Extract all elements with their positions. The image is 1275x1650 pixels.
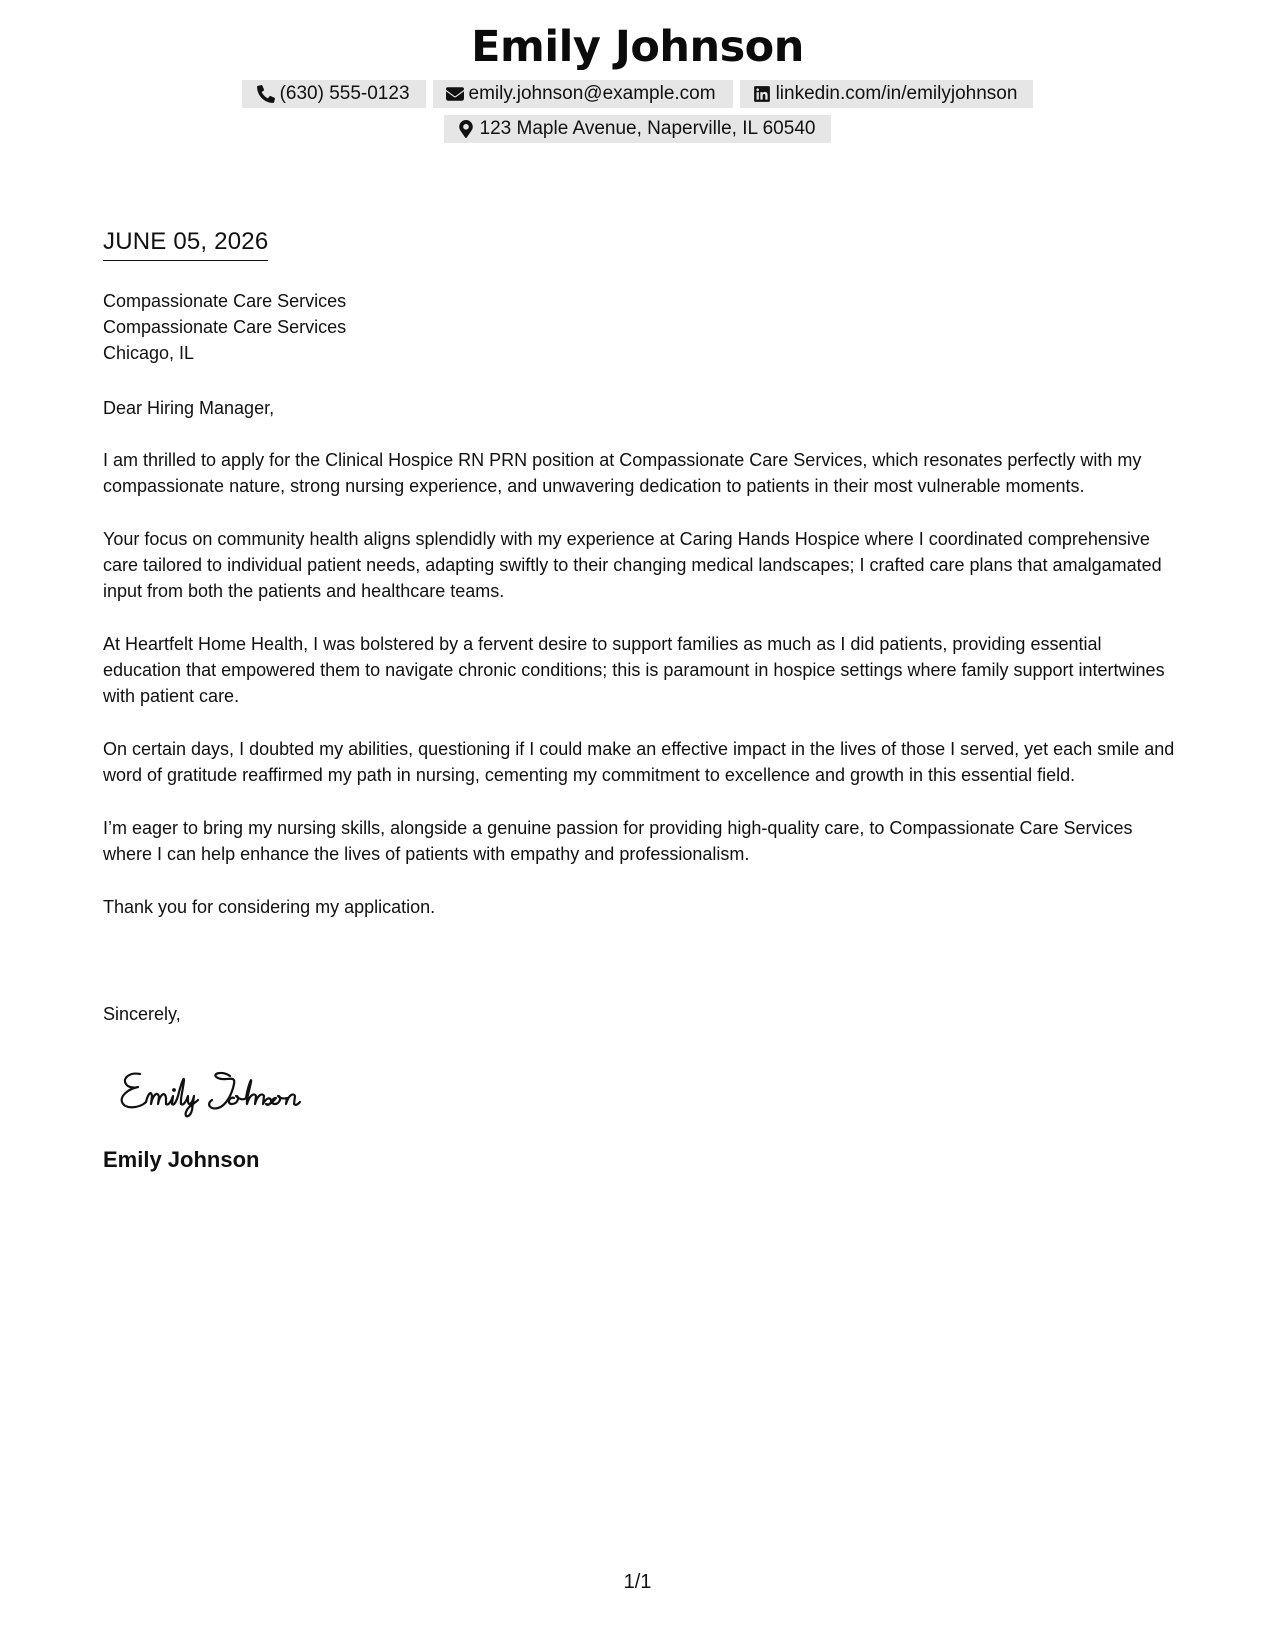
- handwritten-signature: [118, 1060, 348, 1120]
- linkedin-icon: [752, 84, 772, 104]
- body-paragraph: On certain days, I doubted my abilities, questioning if I could make an effective impact in the lives of those I served, yet each smile and word of gratitude reaffirmed my path in nursing, cementing my commitment to excellence and growth in this essential field.: [103, 739, 1175, 785]
- letter-body: [103, 395, 1178, 947]
- applicant-name-heading: Emily Johnson: [471, 22, 804, 72]
- body-paragraph: Thank you for considering my application.: [103, 897, 436, 917]
- body-paragraph: Your focus on community health aligns splendidly with my experience at Caring Hands Hospice where I coordinated comprehensive care tailored to individual patient needs, adapting swiftly to their changing medical landscapes; I crafted care plans that amalgamated input from both the patients and healthcare teams.: [103, 529, 1162, 601]
- body-paragraph: At Heartfelt Home Health, I was bolstered by a fervent desire to support families as much as I did patients, providing essential education that empowered them to navigate chronic conditions; this is paramount in hospice settings where family support intertwines with patient care.: [103, 634, 1165, 706]
- page-number: 1/1: [623, 1571, 652, 1593]
- recipient-line: Compassionate Care Services: [103, 317, 347, 337]
- recipient-line: Compassionate Care Services: [103, 291, 347, 311]
- map-pin-icon: [456, 119, 476, 139]
- phone-number: (630) 555-0123: [279, 83, 410, 104]
- linkedin-url: linkedin.com/in/emilyjohnson: [775, 83, 1018, 104]
- contact-row-secondary: [0, 115, 1275, 143]
- email-contact: [433, 80, 733, 108]
- salutation: Dear Hiring Manager,: [103, 398, 275, 418]
- address-contact: [444, 115, 832, 143]
- body-paragraph: I am thrilled to apply for the Clinical Hospice RN PRN position at Compassionate Care Services, which resonates perfectly with my compassionate nature, strong nursing experience, and unwavering dedication to patients in their most vulnerable moments.: [103, 450, 1142, 496]
- letter-date: JUNE 05, 2026: [103, 228, 268, 261]
- envelope-icon: [445, 84, 465, 104]
- recipient-line: Chicago, IL: [103, 343, 195, 363]
- recipient-block: [103, 288, 346, 366]
- body-paragraph: I’m eager to bring my nursing skills, alongside a genuine passion for providing high-quality care, to Compassionate Care Services where I can help enhance the lives of patients with empathy and professionalism.: [103, 818, 1133, 864]
- closing: Sincerely,: [103, 1004, 181, 1024]
- signer-name: Emily Johnson: [103, 1147, 260, 1172]
- phone-icon: [256, 84, 276, 104]
- phone-contact: [242, 80, 426, 108]
- street-address: 123 Maple Avenue, Naperville, IL 60540: [479, 118, 816, 139]
- contact-row-primary: [0, 80, 1275, 108]
- email-address: emily.johnson@example.com: [468, 83, 716, 104]
- linkedin-contact: [740, 80, 1034, 108]
